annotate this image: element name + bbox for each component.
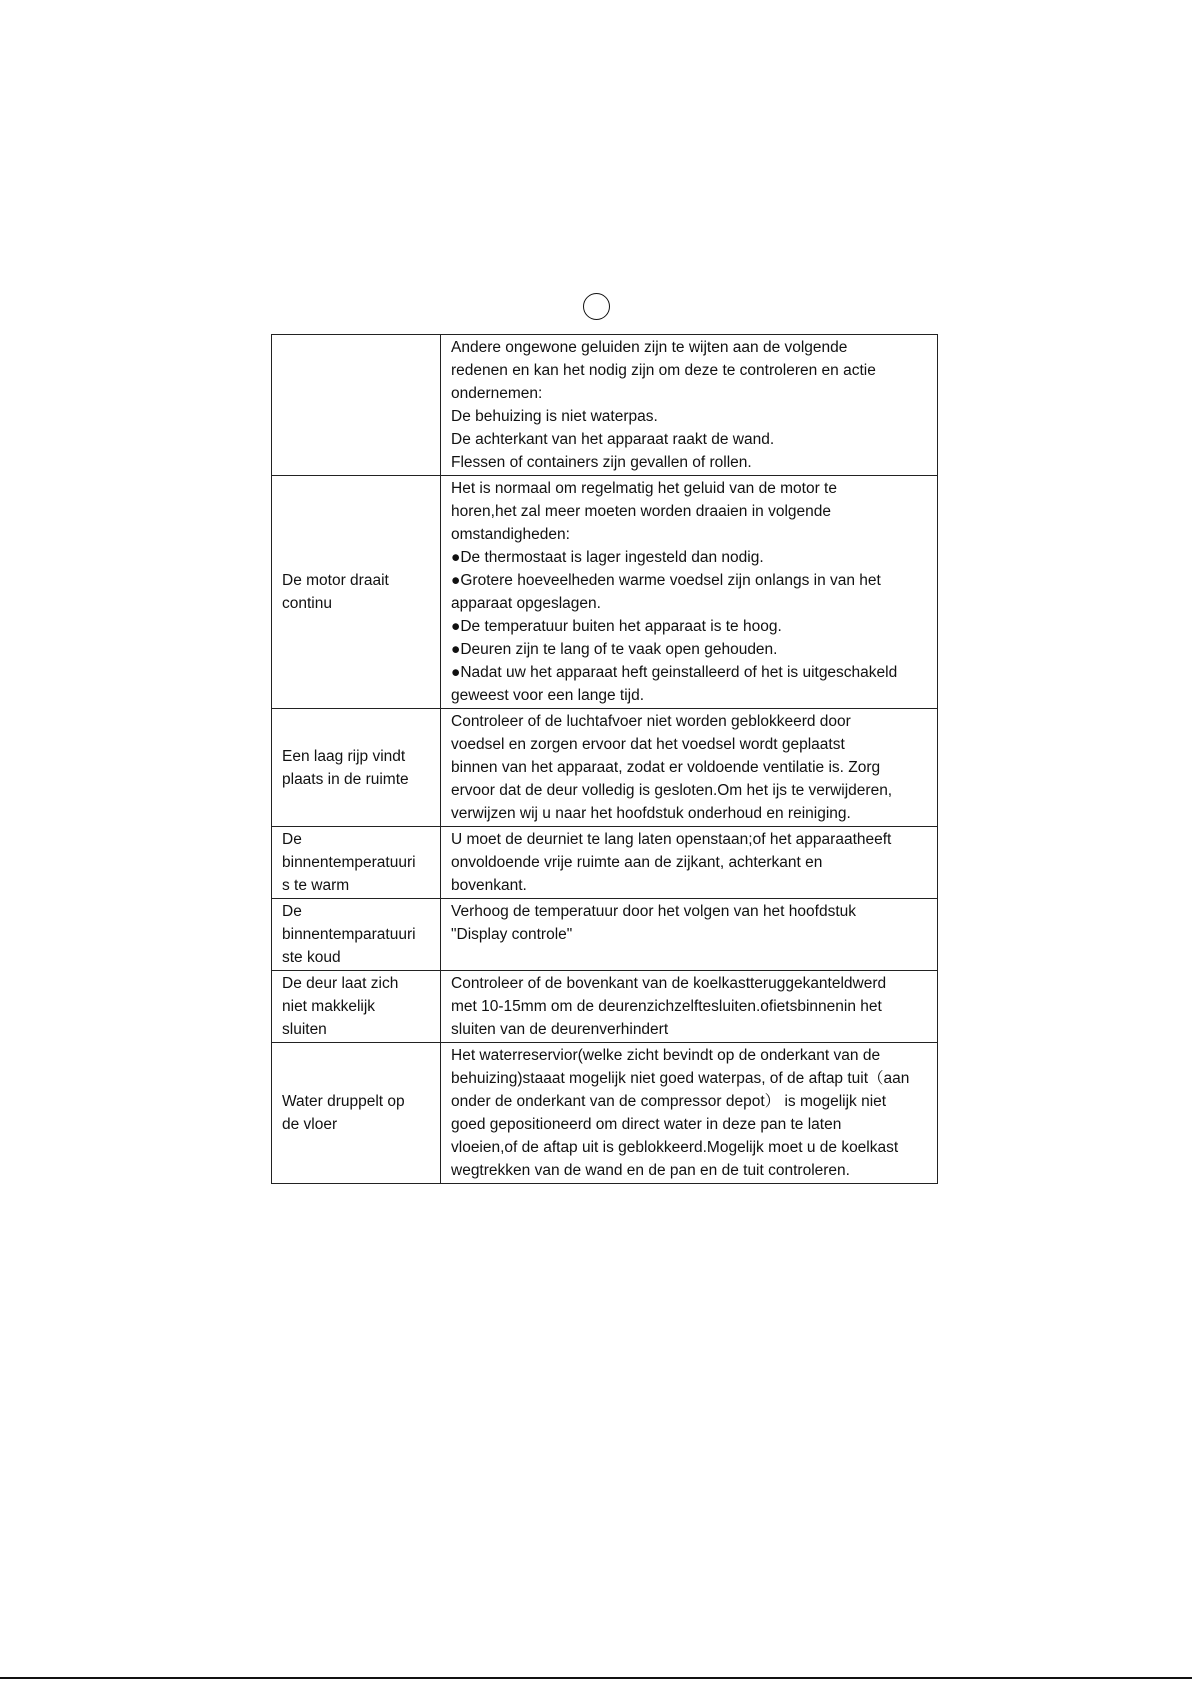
solution-text-line: behuizing)staaat mogelijk niet goed waterpas, of de aftap tuit（aan [451, 1070, 910, 1087]
table-row [272, 476, 938, 709]
table-row [272, 971, 938, 1043]
solution-text-line: goed gepositioneerd om direct water in deze pan te laten [451, 1116, 842, 1133]
problem-text-line: De [282, 831, 302, 848]
solution-text-line: ●De thermostaat is lager ingesteld dan nodig. [451, 549, 764, 566]
page-number-circle [583, 293, 610, 320]
table-row [272, 899, 938, 971]
problem-text-line: Een laag rijp vindt [282, 747, 406, 765]
problem-text-line: binnentemperatuuri [282, 854, 416, 871]
problem-text-line: De [282, 903, 302, 920]
solution-cell [441, 971, 938, 1043]
footer-divider [0, 1677, 1192, 1679]
solution-text-line: geweest voor een lange tijd. [451, 687, 645, 704]
solution-text-line: De achterkant van het apparaat raakt de wand. [451, 431, 775, 448]
table-row [272, 709, 938, 827]
solution-text-line: ●De temperatuur buiten het apparaat is te hoog. [451, 618, 782, 635]
solution-text-line: onder de onderkant van de compressor depot） is mogelijk niet [451, 1093, 887, 1110]
solution-text-line: voedsel en zorgen ervoor dat het voedsel wordt geplaatst [451, 736, 845, 753]
solution-cell [441, 827, 938, 899]
solution-text-line: Verhoog de temperatuur door het volgen van het hoofdstuk [451, 903, 857, 920]
problem-cell [272, 899, 441, 971]
problem-text-line: continu [282, 595, 332, 612]
solution-text-line: verwijzen wij u naar het hoofdstuk onderhoud en reiniging. [451, 805, 851, 822]
solution-cell [441, 335, 938, 476]
solution-text-line: ervoor dat de deur volledig is gesloten.Om het ijs te verwijderen, [451, 782, 893, 799]
problem-text-line: plaats in de ruimte [282, 770, 409, 788]
solution-text-line: onvoldoende vrije ruimte aan de zijkant, achterkant en [451, 854, 823, 871]
troubleshooting-table [271, 334, 938, 1184]
problem-text-line: ste koud [282, 949, 341, 966]
table-row [272, 1043, 938, 1184]
solution-text-line: sluiten van de deurenverhindert [451, 1021, 669, 1038]
solution-text-line: met 10-15mm om de deurenzichzelftesluiten.ofietsbinnenin het [451, 998, 882, 1015]
solution-text-line: Het waterreservior(welke zicht bevindt op de onderkant van de [451, 1047, 881, 1064]
solution-text-line: omstandigheden: [451, 526, 570, 543]
solution-text-line: ●Deuren zijn te lang of te vaak open gehouden. [451, 641, 778, 658]
problem-text-line: de vloer [282, 1116, 338, 1133]
solution-text-line: U moet de deurniet te lang laten openstaan;of het apparaatheeft [451, 831, 892, 848]
solution-cell [441, 476, 938, 709]
solution-text-line: bovenkant. [451, 877, 527, 894]
solution-text-line: wegtrekken van de wand en de pan en de tuit controleren. [451, 1162, 850, 1179]
problem-cell [272, 971, 441, 1043]
solution-text-line: Flessen of containers zijn gevallen of rollen. [451, 454, 752, 471]
solution-text-line: Andere ongewone geluiden zijn te wijten aan de volgende [451, 339, 848, 356]
solution-text-line: apparaat opgeslagen. [451, 595, 601, 612]
solution-text-line: redenen en kan het nodig zijn om deze te controleren en actie [451, 362, 876, 379]
solution-text-line: vloeien,of de aftap uit is geblokkeerd.Mogelijk moet u de koelkast [451, 1139, 899, 1156]
problem-text-line: Water druppelt op [282, 1093, 405, 1110]
problem-text-line: sluiten [282, 1021, 327, 1038]
problem-cell [272, 476, 441, 709]
table-row [272, 335, 938, 476]
problem-text-line: s te warm [282, 877, 350, 894]
solution-text-line: Het is normaal om regelmatig het geluid van de motor te [451, 480, 837, 497]
solution-text-line: ondernemen: [451, 385, 543, 402]
problem-cell [272, 827, 441, 899]
solution-text-line: ●Nadat uw het apparaat heft geinstalleerd of het is uitgeschakeld [451, 664, 898, 681]
solution-text-line: horen,het zal meer moeten worden draaien in volgende [451, 503, 831, 520]
solution-cell [441, 1043, 938, 1184]
problem-text-line: De deur laat zich [282, 975, 399, 992]
table-body [272, 335, 938, 1184]
solution-text-line: ●Grotere hoeveelheden warme voedsel zijn onlangs in van het [451, 572, 881, 589]
solution-text-line: Controleer of de luchtafvoer niet worden geblokkeerd door [451, 713, 851, 730]
problem-cell [272, 709, 441, 827]
solution-text-line: "Display controle" [451, 926, 573, 943]
solution-cell [441, 709, 938, 827]
problem-text-line: niet makkelijk [282, 998, 376, 1015]
problem-cell [272, 335, 441, 476]
solution-text-line: De behuizing is niet waterpas. [451, 408, 658, 425]
solution-text-line: Controleer of de bovenkant van de koelkastteruggekanteldwerd [451, 975, 887, 992]
problem-text-line: binnentemparatuuri [282, 926, 416, 943]
table-row [272, 827, 938, 899]
problem-cell [272, 1043, 441, 1184]
problem-text-line: De motor draait [282, 572, 389, 589]
solution-text-line: binnen van het apparaat, zodat er voldoende ventilatie is. Zorg [451, 759, 881, 776]
solution-cell [441, 899, 938, 971]
